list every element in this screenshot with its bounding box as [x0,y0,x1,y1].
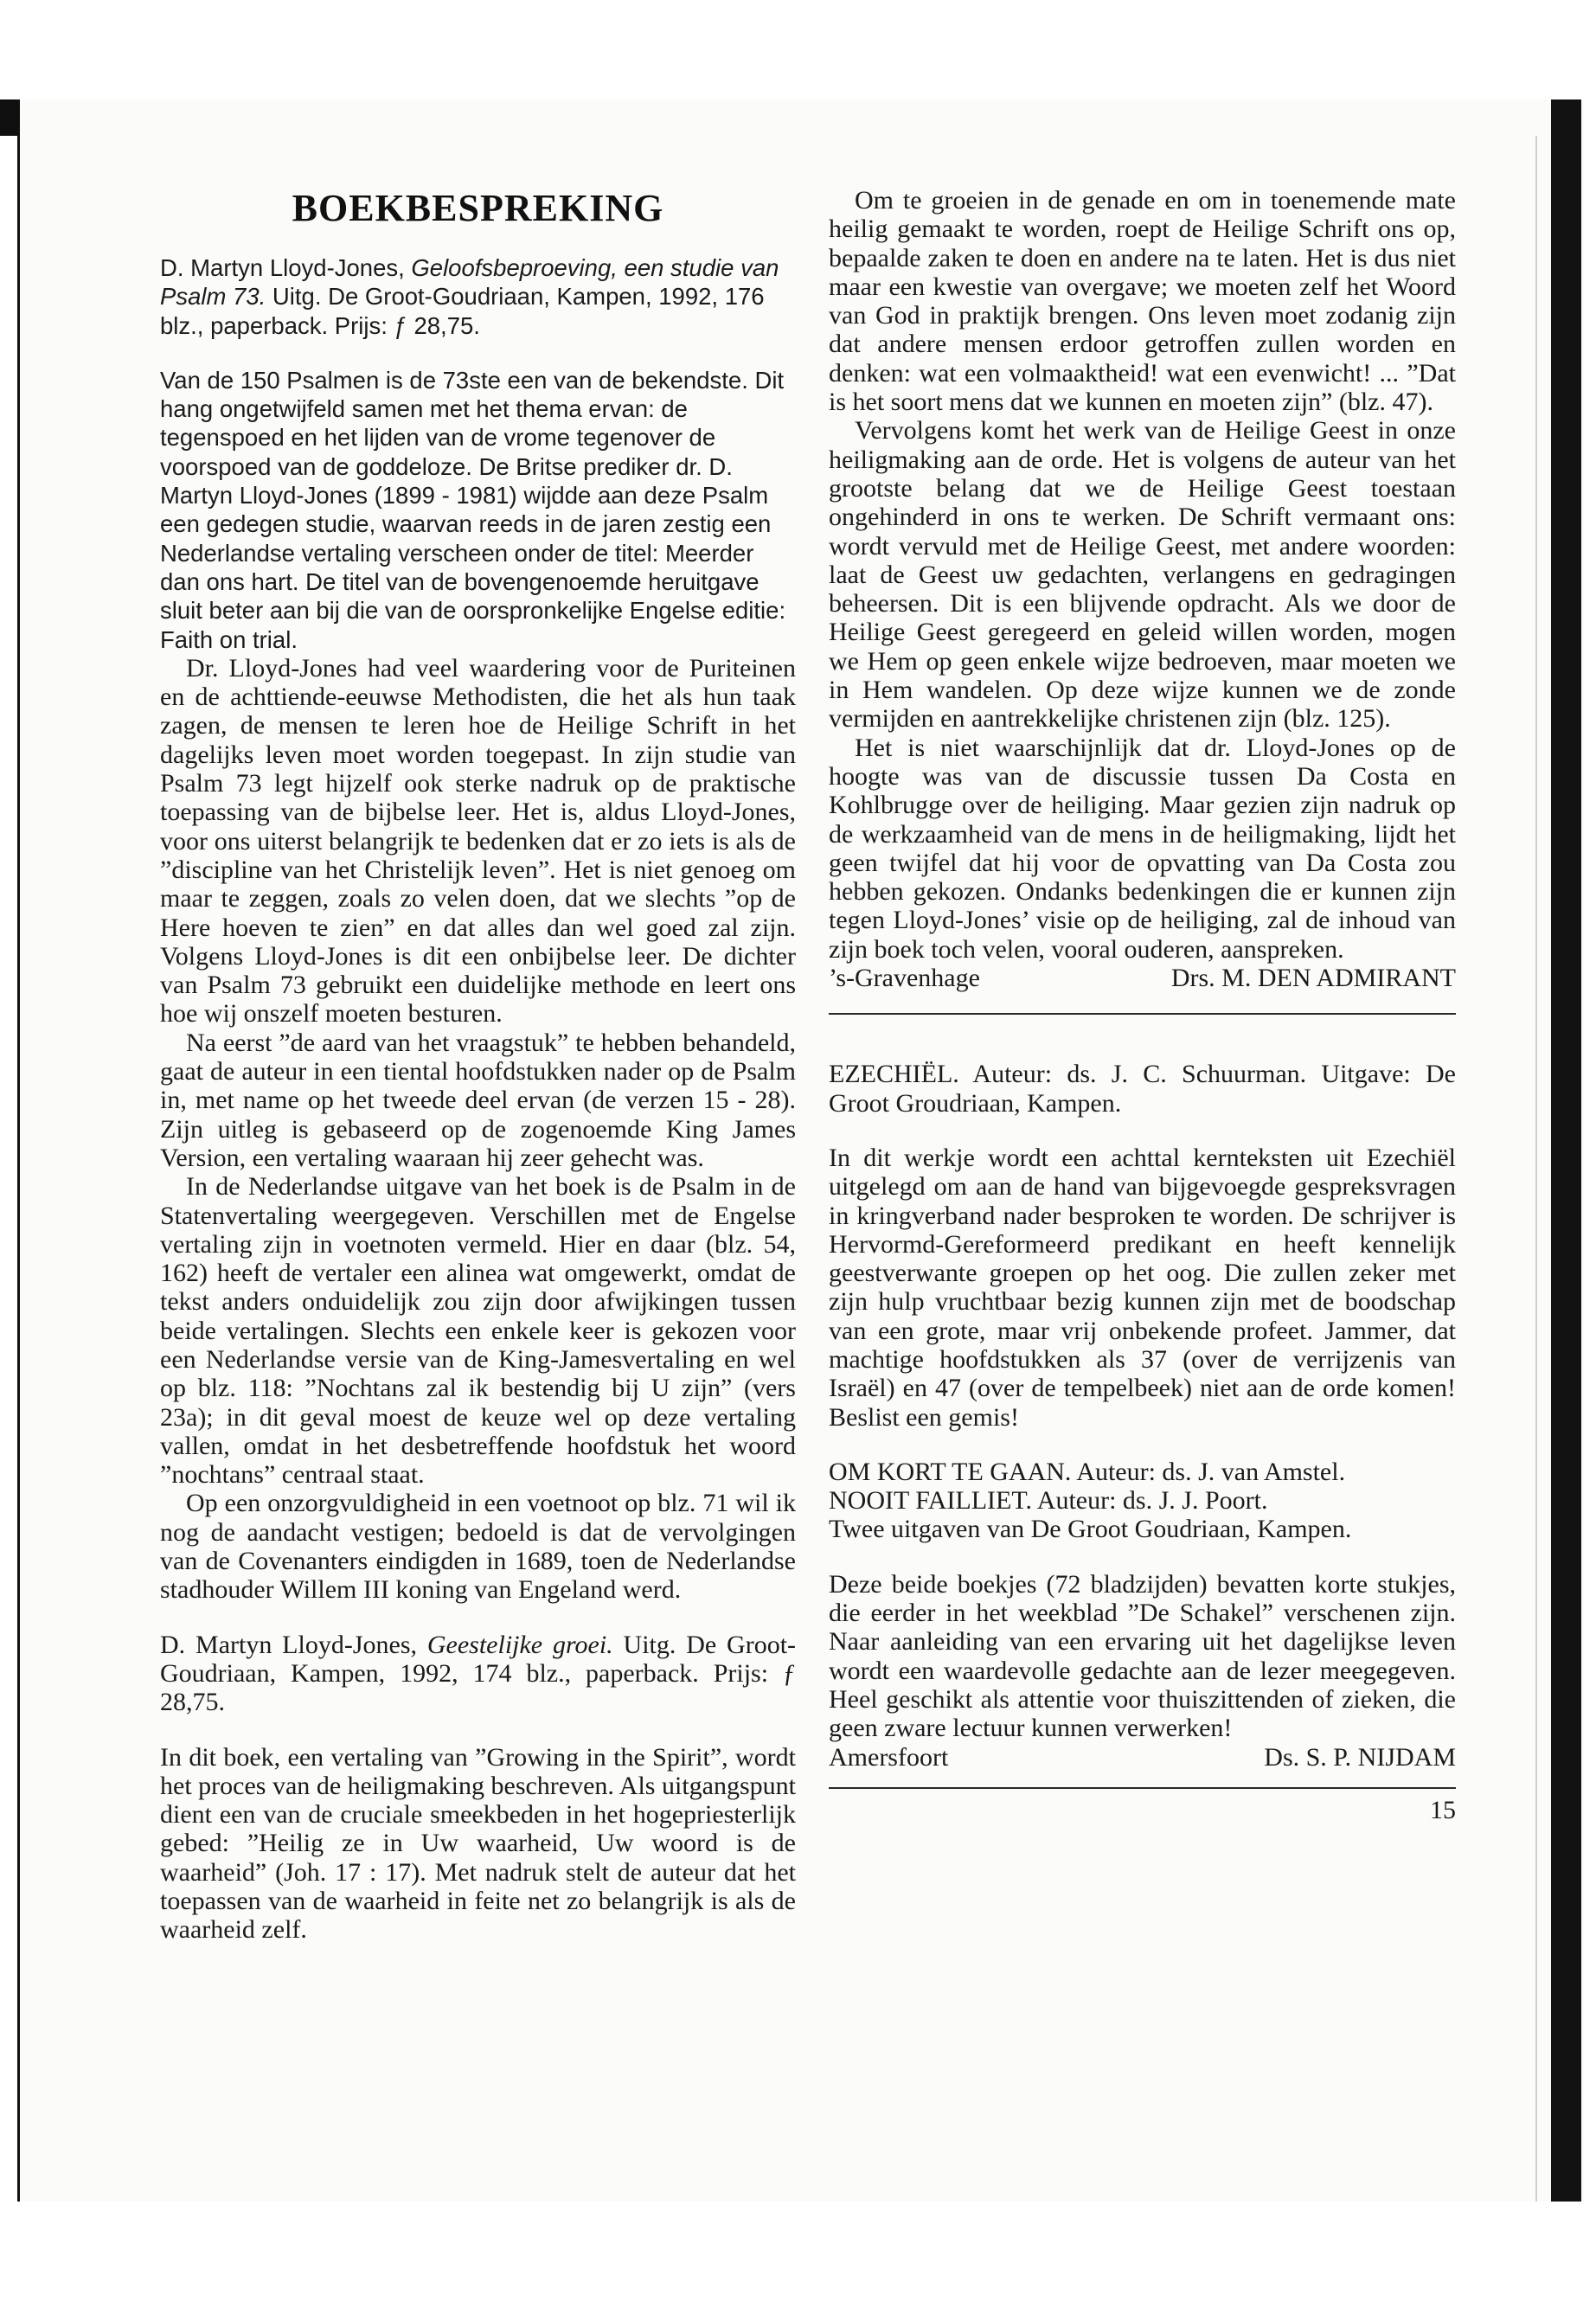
review2-place: ’s-Gravenhage [829,964,980,993]
review4-reviewer: Ds. S. P. NIJDAM [1264,1742,1456,1772]
review1-paragraph-1: Van de 150 Psalmen is de 73ste een van de bekendste. Dit hang ongetwijfeld samen met het thema ervan: de tegenspoed en het lijden van de vrome tegenover de voorspoed van de goddeloze. De Britse prediker dr. D. Martyn Lloyd-Jones (1899 - 1981) wijdde aan deze Psalm een gedegen studie, waarvan reeds in de jaren zestig een Nederlandse vertaling verscheen onder de titel: Meerder dan ons hart. De titel van de bovengenoemde heruitgave sluit beter aan bij die van de oorspronkelijke Engelse editie: Faith on trial. [160,366,786,653]
review2-signature [829,964,1456,992]
page-edge-line [1535,136,1537,2202]
review4-citation-line-3: Twee uitgaven van De Groot Goudriaan, Kampen. [829,1515,1352,1544]
left-column [160,186,796,1945]
review2-citation-details: Uitg. De Groot-Goudriaan, Kampen, 1992, 174 blz., paperback. Prijs: ƒ 28,75. [160,1630,797,1717]
end-divider [829,1787,1456,1789]
review2-paragraph-1: In dit boek, een vertaling van ”Growing in the Spirit”, wordt het proces van de heiligmaking beschreven. Als uitgangspunt dient een van de cruciale smeekbeden in het hogepriesterlijk gebed: ”Heilig ze in Uw waarheid, Uw woord is de waarheid” (Joh. 17 : 17). Met nadruk stelt de auteur dat het toepassen van de waarheid in feite net zo belangrijk is als de waarheid zelf. [160,1742,796,1945]
scan-right-border [1551,99,1581,2202]
review2-paragraph-4: Het is niet waarschijnlijk dat dr. Lloyd-Jones op de hoogte was van de discussie tussen Da Costa en Kohlbrugge over de heiliging. Maar gezien zijn nadruk op de werkzaamheid van de mens in de heiligmaking, lijdt het geen twijfel dat hij voor de opvatting van Da Costa zou hebben gekozen. Ondanks bedenkingen die er kunnen zijn tegen Lloyd-Jones’ visie op de heiliging, zal de inhoud van zijn boek toch velen, vooral ouderen, aanspreken. [829,733,1456,964]
review1-paragraph-3: Na eerst ”de aard van het vraagstuk” te hebben behandeld, gaat de auteur in een tiental hoofdstukken nader op de Psalm in, met name op het tweede deel ervan (de verzen 15 - 28). Zijn uitleg is gebaseerd op de zogenoemde King James Version, een vertaling waaraan hij zeer gehecht was. [160,1028,796,1172]
review2-citation [160,1631,796,1717]
review4-citation-line-1: OM KORT TE GAAN. Auteur: ds. J. van Amstel. [829,1457,1346,1486]
review2-citation-author: D. Martyn Lloyd-Jones, [160,1630,417,1659]
review1-citation-details: Uitg. De Groot-Goudriaan, Kampen, 1992, 176 blz., paperback. Prijs: ƒ 28,75. [160,283,765,339]
review2-paragraph-3: Vervolgens komt het werk van de Heilige Geest in onze heiligmaking aan de orde. Het is volgens de auteur van het grootste belang dat we de Heilige Geest toestaan ongehinderd in ons te werken. De Schrift vermaant ons: wordt vervuld met de Heilige Geest, met andere woorden: laat de Geest uw gedachten, verlangens en gedragingen beheersen. Dit is een blijvende opdracht. Als we door de Heilige Geest geregeerd en geleid willen worden, mogen we Hem op geen enkele wijze bedroeven, maar moeten we in Hem wandelen. Op deze wijze kunnen we de zonde vermijden en aantrekkelijke christenen zijn (blz. 125). [829,416,1456,734]
review1-citation-title: Geloofsbeproeving, een studie van Psalm 73. [160,254,779,311]
review2-citation-title: Geestelijke groei. [426,1630,613,1659]
page-number: 15 [1430,1795,1456,1824]
right-column [829,186,1456,1824]
review4-place: Amersfoort [829,1742,949,1772]
review1-citation [160,253,796,340]
review4-signature [829,1743,1456,1772]
review3-paragraph-1: In dit werkje wordt een achttal kernteksten uit Ezechiël uitgelegd om aan de hand van bijgevoegde gespreksvragen in kringverband nader besproken te worden. De schrijver is Hervormd-Gereformeerd predikant en heeft kennelijk geestverwante groepen op het oog. Die zullen zeker met zijn hulp vruchtbaar bezig kunnen zijn met de boodschap van een grote, maar vrij onbekende profeet. Jammer, dat machtige hoofdstukken als 37 (over de verrijzenis van Israël) en 47 (over de tempelbeek) niet aan de orde komen! Beslist een gemis! [829,1143,1456,1432]
review3-citation: EZECHIËL. Auteur: ds. J. C. Schuurman. Uitgave: De Groot Groudriaan, Kampen. [829,1060,1456,1118]
review4-paragraph-1: Deze beide boekjes (72 bladzijden) bevatten korte stukjes, die eerder in het weekblad ”De Schakel” verschenen zijn. Naar aanleiding van een ervaring uit het dagelijkse leven wordt een waardevolle gedachte aan de lezer meegegeven. Heel geschikt als attentie voor thuiszittenden of zieken, die geen zware lectuur kunnen verwerken! [829,1569,1456,1743]
review1-paragraph-4: In de Nederlandse uitgave van het boek is de Psalm in de Statenvertaling weergegeven. Verschillen met de Engelse vertaling zijn in voetnoten vermeld. Hier en daar (blz. 54, 162) heeft de vertaler een alinea wat omgewerkt, omdat de tekst anders onduidelijk zou zijn door afwijkingen tussen beide vertalingen. Slechts een enkele keer is gekozen voor een Nederlandse versie van de King-Jamesvertaling en wel op blz. 118: ”Nochtans zal ik bestendig bij U zijn” (vers 23a); in dit geval moest de keuze wel op deze vertaling vallen, omdat in het desbetreffende hoofdstuk het woord ”nochtans” centraal staat. [160,1172,796,1490]
review2-paragraph-2: Om te groeien in de genade en om in toenemende mate heilig gemaakt te worden, roept de Heilige Schrift ons op, bepaalde zaken te doen en andere na te laten. Het is dus niet maar een kwestie van overgave; we moeten zelf het Woord van God in praktijk brengen. Ons leven moet zodanig zijn dat andere mensen erdoor getroffen zullen worden en denken: wat een volmaaktheid! wat een evenwicht! ... ”Dat is het soort mens dat we kunnen en moeten zijn” (blz. 47). [829,186,1456,417]
review1-citation-author: D. Martyn Lloyd-Jones, [160,254,405,281]
review2-reviewer: Drs. M. DEN ADMIRANT [1170,964,1456,993]
review1-paragraph-2: Dr. Lloyd-Jones had veel waardering voor de Puriteinen en de achttiende-eeuwse Methodisten, die het als hun taak zagen, de mensen te leren hoe de Heilige Schrift in het dagelijks leven moet worden toegepast. In zijn studie van Psalm 73 legt hijzelf ook sterke nadruk op de praktische toepassing van de bijbelse leer. Het is, aldus Lloyd-Jones, voor ons uiterst belangrijk te bedenken dat er zo iets is als de ”discipline van het Christelijk leven”. Het is niet genoeg om maar te zeggen, zoals zo velen doen, dat we slechts ”op de Here hoeven te zien” en dat alles dan wel goed zal zijn. Volgens Lloyd-Jones is dit een onbijbelse leer. De dichter van Psalm 73 gebruikt een duidelijke methode en leert ons hoe wij onszelf moeten besturen. [160,653,796,1029]
review4-citation-line-2: NOOIT FAILLIET. Auteur: ds. J. J. Poort. [829,1486,1268,1516]
review1-paragraph-5: Op een onzorgvuldigheid in een voetnoot op blz. 71 wil ik nog de aandacht vestigen; bedoeld is dat de vervolgingen van de Covenanters eindigden in 1689, toen de Nederlandse stadhouder Willem III koning van Engeland werd. [160,1489,796,1605]
page-heading: BOEKBESPREKING [292,187,664,229]
section-divider [829,1013,1456,1015]
